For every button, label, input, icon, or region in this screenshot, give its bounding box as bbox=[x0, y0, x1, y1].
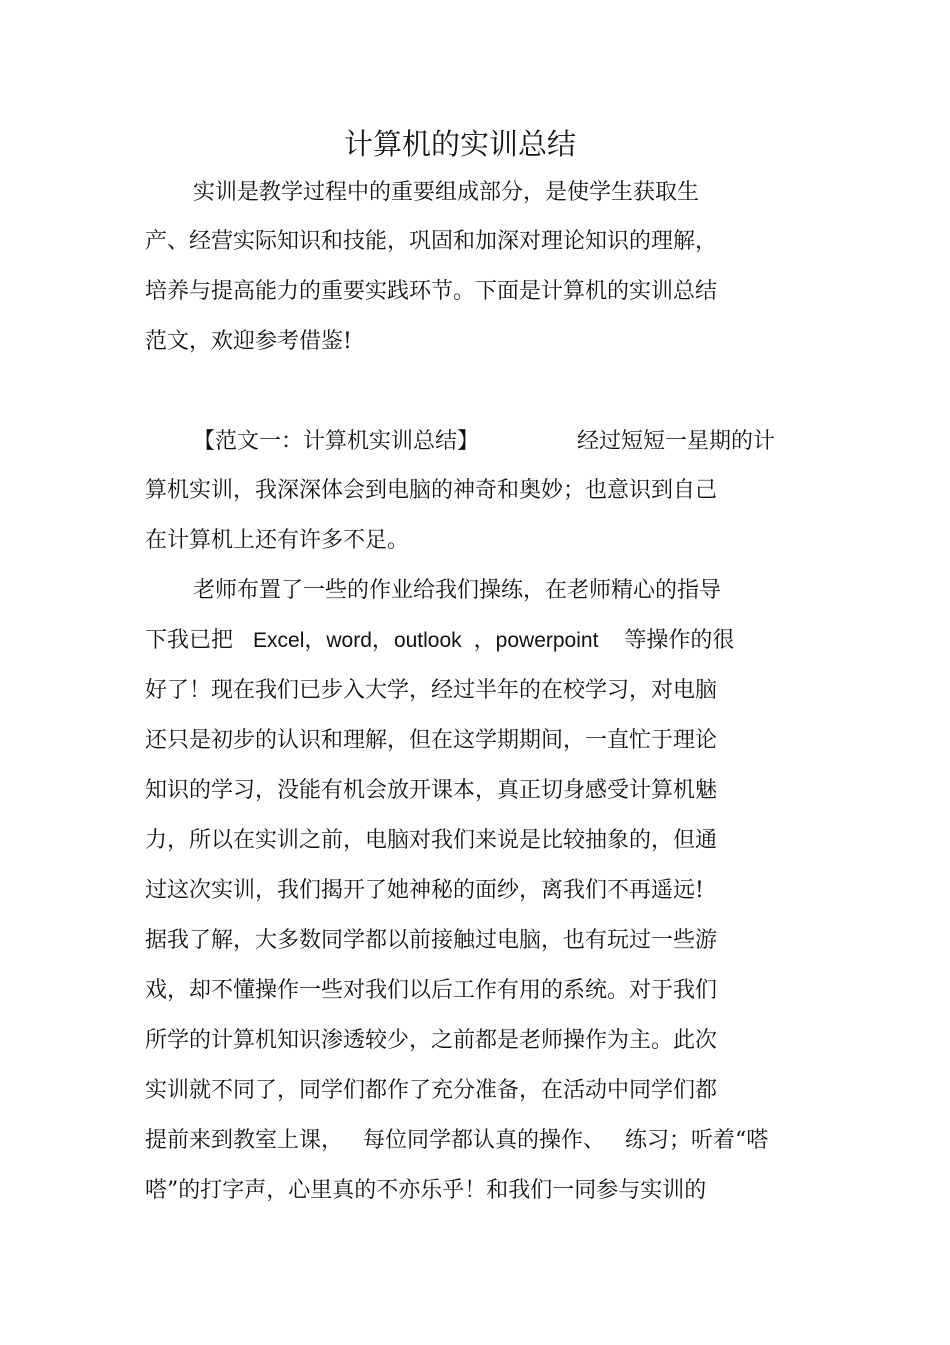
intro-line-3: 培养与提高能力的重要实践环节。下面是计算机的实训总结 bbox=[145, 279, 718, 304]
para2-line-6: 力，所以在实训之前，电脑对我们来说是比较抽象的，但通 bbox=[145, 828, 718, 853]
intro-line-2: 产、经营实际知识和技能，巩固和加深对理论知识的理解， bbox=[145, 229, 718, 254]
sep-2: ， bbox=[371, 628, 394, 653]
para2-line-9: 戏，却不懂操作一些对我们以后工作有用的系统。对于我们 bbox=[145, 978, 718, 1003]
intro-line-1: 实训是教学过程中的重要组成部分，是使学生获取生 bbox=[193, 180, 700, 205]
app-outlook: outlook bbox=[393, 629, 462, 652]
para2-line-12 bbox=[145, 1126, 768, 1156]
section1-heading: 【范文一：计算机实训总结】 bbox=[193, 429, 480, 454]
sep-3: ， bbox=[473, 628, 496, 653]
section1-line1-text: 经过短短一星期的计 bbox=[577, 429, 776, 454]
para2-line-1: 老师布置了一些的作业给我们操练，在老师精心的指导 bbox=[193, 578, 722, 603]
para2-line-10: 所学的计算机知识渗透较少，之前都是老师操作为主。此次 bbox=[145, 1028, 718, 1053]
intro-line-4: 范文，欢迎参考借鉴! bbox=[145, 329, 352, 354]
para2-line-7: 过这次实训，我们揭开了她神秘的面纱，离我们不再遥远! bbox=[145, 878, 704, 903]
section1-line-2: 算机实训，我深深体会到电脑的神奇和奥妙；也意识到自己 bbox=[145, 478, 718, 503]
section1-line-3: 在计算机上还有许多不足。 bbox=[145, 528, 410, 553]
para2-line-3: 好了！现在我们已步入大学，经过半年的在校学习，对电脑 bbox=[145, 678, 718, 703]
app-excel: Excel bbox=[253, 629, 305, 652]
app-word: word bbox=[326, 629, 372, 652]
para2-line-4: 还只是初步的认识和理解，但在这学期期间，一直忙于理论 bbox=[145, 728, 718, 753]
para2-line12-a: 提前来到教室上课， bbox=[145, 1128, 344, 1153]
section1-first-line bbox=[193, 427, 775, 457]
para2-line12-c: 练习；听着“嗒 bbox=[625, 1128, 769, 1153]
para2-line12-b: 每位同学都认真的操作、 bbox=[363, 1128, 606, 1153]
app-powerpoint: powerpoint bbox=[495, 629, 599, 652]
document-title: 计算机的实训总结 bbox=[343, 127, 576, 161]
para2-line2-post: 等操作的很 bbox=[624, 628, 735, 653]
para2-line-13: 嗒”的打字声，心里真的不亦乐乎！和我们一同参与实训的 bbox=[145, 1178, 707, 1203]
para2-line-8: 据我了解，大多数同学都以前接触过电脑，也有玩过一些游 bbox=[145, 928, 718, 953]
para2-line-2 bbox=[145, 626, 734, 656]
sep-1: ， bbox=[304, 628, 327, 653]
para2-line-5: 知识的学习，没能有机会放开课本，真正切身感受计算机魅 bbox=[145, 778, 718, 803]
para2-line-11: 实训就不同了，同学们都作了充分准备，在活动中同学们都 bbox=[145, 1078, 718, 1103]
para2-line2-pre: 下我已把 bbox=[145, 628, 234, 653]
